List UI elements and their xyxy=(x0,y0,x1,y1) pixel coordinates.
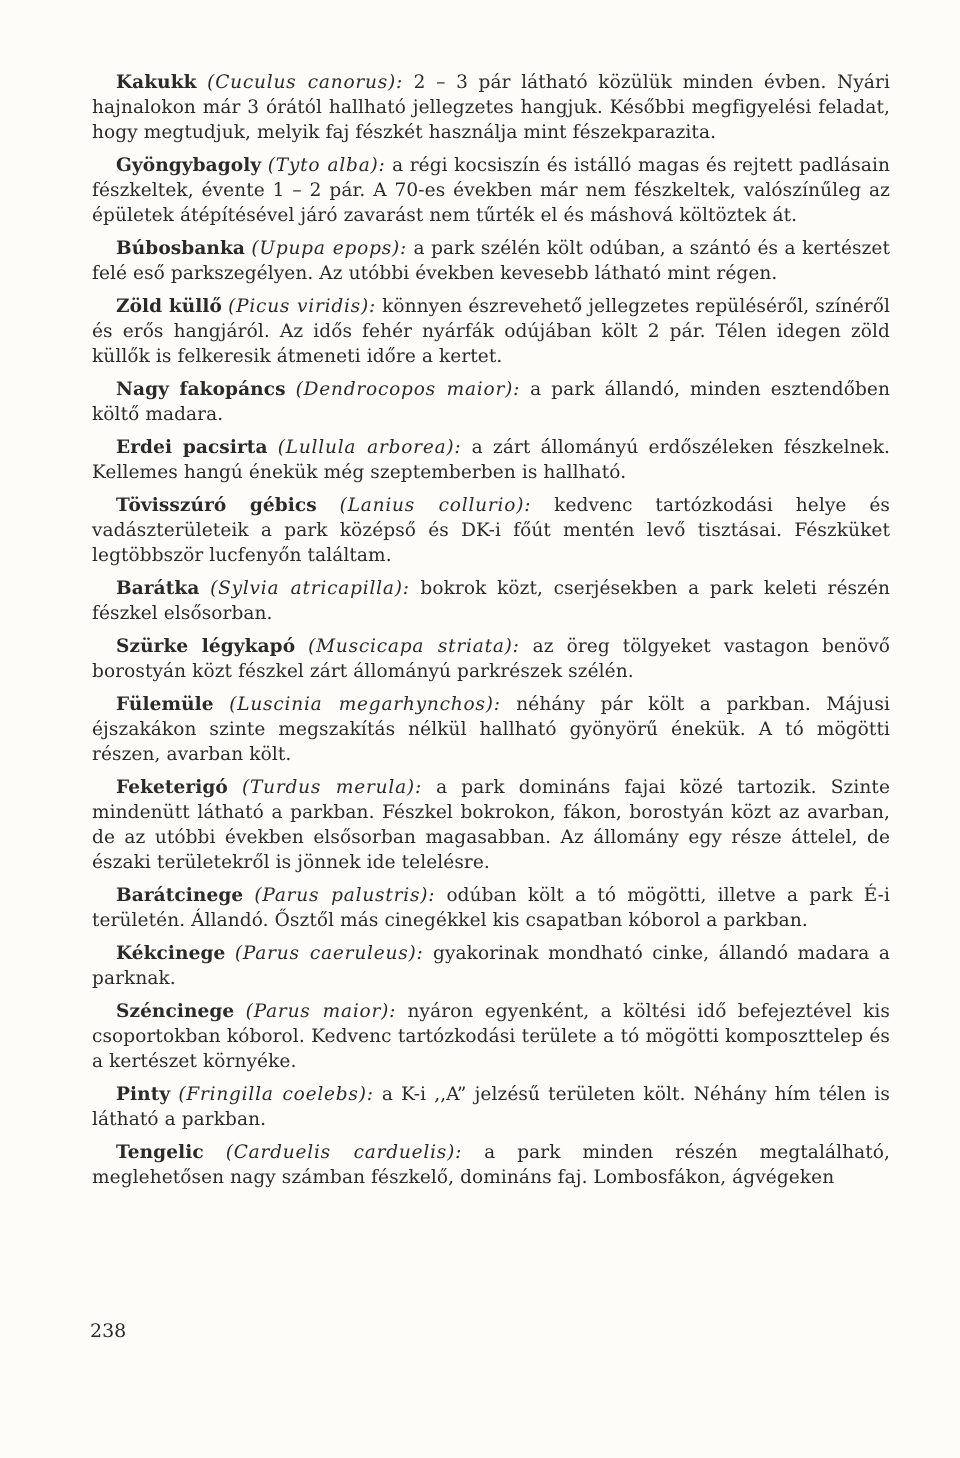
species-name: Búbosbanka xyxy=(116,238,245,259)
species-name: Zöld küllő xyxy=(116,296,222,317)
species-entry-erdei-pacsirta xyxy=(92,435,890,485)
species-latin-name: (Parus maior): xyxy=(245,1001,397,1022)
species-latin-name: (Muscicapa striata): xyxy=(308,636,520,657)
species-name: Feketerigó xyxy=(116,777,228,798)
species-latin-name: (Lanius collurio): xyxy=(339,495,532,516)
species-description: a K-i ,,A” jelzésű területen költ. Néhány hím télen is látható a parkban. xyxy=(92,1084,890,1130)
species-entry-zold-kullo xyxy=(92,294,890,369)
species-name: Tengelic xyxy=(116,1142,204,1163)
species-description: 2 – 3 pár látható közülük minden évben. Nyári hajnalokon már 3 órától hallható jellegzetes hangjuk. Későbbi megfigyelési feladat, hogy megtudjuk, melyik faj fészkét használja mint fészekparazita. xyxy=(92,72,890,143)
species-description: gyakorinak mondható cinke, állandó madara a parknak. xyxy=(92,943,891,989)
species-list xyxy=(92,70,890,1198)
species-entry-kekcinege xyxy=(92,941,890,991)
page-number: 238 xyxy=(90,1320,127,1342)
species-description: a park domináns fajai közé tartozik. Szinte mindenütt látható a parkban. Fészkel bokrokon, fákon, borostyán közt az avarban, de az utóbbi években elsősorban magasabban. Az állomány egy része áttelel, de északi területekről is jönnek ide telelésre. xyxy=(92,777,890,873)
species-description: odúban költ a tó mögötti, illetve a park É-i területén. Állandó. Ősztől más cinegékkel kis csapatban kóborol a parkban. xyxy=(92,885,891,931)
species-entry-gyongybagoly xyxy=(92,153,890,228)
species-name: Tövisszúró gébics xyxy=(116,495,317,516)
species-name: Erdei pacsirta xyxy=(116,437,268,458)
species-name: Barátka xyxy=(116,578,200,599)
species-name: Nagy fakopáncs xyxy=(116,379,286,400)
species-latin-name: (Cuculus canorus): xyxy=(207,72,404,93)
species-entry-szencinege xyxy=(92,999,890,1074)
species-latin-name: (Parus caeruleus): xyxy=(234,943,424,964)
species-entry-szurke-legykapo xyxy=(92,634,890,684)
species-entry-tovisszuro-gebics xyxy=(92,493,890,568)
species-description: az öreg tölgyeket vastagon benövő borostyán közt fészkel zárt állományú parkrészek szélén. xyxy=(92,636,891,682)
species-entry-kakukk xyxy=(92,70,890,145)
species-entry-tengelic xyxy=(92,1140,890,1190)
species-description: néhány pár költ a parkban. Májusi éjszakákon szinte megszakítás nélkül hallható gyönyörű énekük. A tó mögötti részen, avarban költ. xyxy=(92,694,890,765)
species-name: Kékcinege xyxy=(116,943,226,964)
species-description: kedvenc tartózkodási helye és vadászterületeik a park középső és DK-i főút mentén levő tisztásai. Fészküket legtöbbször lucfenyőn találtam. xyxy=(92,495,890,566)
species-name: Széncinege xyxy=(116,1001,235,1022)
species-name: Barátcinege xyxy=(116,885,244,906)
species-latin-name: (Upupa epops): xyxy=(251,238,408,259)
species-latin-name: (Parus palustris): xyxy=(254,885,436,906)
species-description: könnyen észrevehető jellegzetes repüléséről, színéről és erős hangjáról. Az idős fehér nyárfák odújában költ 2 pár. Télen idegen zöld küllők is felkeresik átmeneti időre a kertet. xyxy=(92,296,890,367)
species-description: nyáron egyenként, a költési idő befejeztével kis csoportokban kóborol. Kedvenc tartózkodási területe a tó mögötti komposzttelep és a kertészet környéke. xyxy=(92,1001,890,1072)
species-description: a zárt állományú erdőszéleken fészkelnek. Kellemes hangú énekük még szeptemberben is hallható. xyxy=(92,437,890,483)
species-latin-name: (Fringilla coelebs): xyxy=(178,1084,374,1105)
species-description: bokrok közt, cserjésekben a park keleti részén fészkel elsősorban. xyxy=(92,578,891,624)
species-latin-name: (Turdus merula): xyxy=(241,777,422,798)
species-entry-baratka xyxy=(92,576,890,626)
species-entry-nagy-fakopancs xyxy=(92,377,890,427)
species-name: Fülemüle xyxy=(116,694,214,715)
species-latin-name: (Luscinia megarhynchos): xyxy=(229,694,501,715)
species-entry-fulemule xyxy=(92,692,890,767)
species-latin-name: (Carduelis carduelis): xyxy=(225,1142,463,1163)
species-latin-name: (Tyto alba): xyxy=(267,155,386,176)
species-entry-baratcinege xyxy=(92,883,890,933)
species-latin-name: (Sylvia atricapilla): xyxy=(210,578,410,599)
species-name: Pinty xyxy=(116,1084,171,1105)
species-entry-bubosbanka xyxy=(92,236,890,286)
species-entry-feketerigo xyxy=(92,775,890,875)
species-latin-name: (Picus viridis): xyxy=(228,296,377,317)
species-entry-pinty xyxy=(92,1082,890,1132)
species-name: Kakukk xyxy=(116,72,197,93)
species-description: a park állandó, minden esztendőben költő madara. xyxy=(92,379,890,425)
species-name: Szürke légykapó xyxy=(116,636,296,657)
species-description: a park minden részén megtalálható, meglehetősen nagy számban fészkelő, domináns faj. Lombosfákon, ágvégeken xyxy=(92,1142,891,1188)
species-latin-name: (Lullula arborea): xyxy=(277,437,462,458)
species-latin-name: (Dendrocopos maior): xyxy=(295,379,521,400)
species-description: a park szélén költ odúban, a szántó és a kertészet felé eső parkszegélyen. Az utóbbi években kevesebb látható mint régen. xyxy=(92,238,891,284)
species-description: a régi kocsiszín és istálló magas és rejtett padlásain fészkeltek, évente 1 – 2 pár. A 70-es években már nem fészkeltek, valószínűleg az épületek átépítésével járó zavarást nem tűrték el és máshová költöztek át. xyxy=(92,155,890,226)
species-name: Gyöngybagoly xyxy=(116,155,262,176)
